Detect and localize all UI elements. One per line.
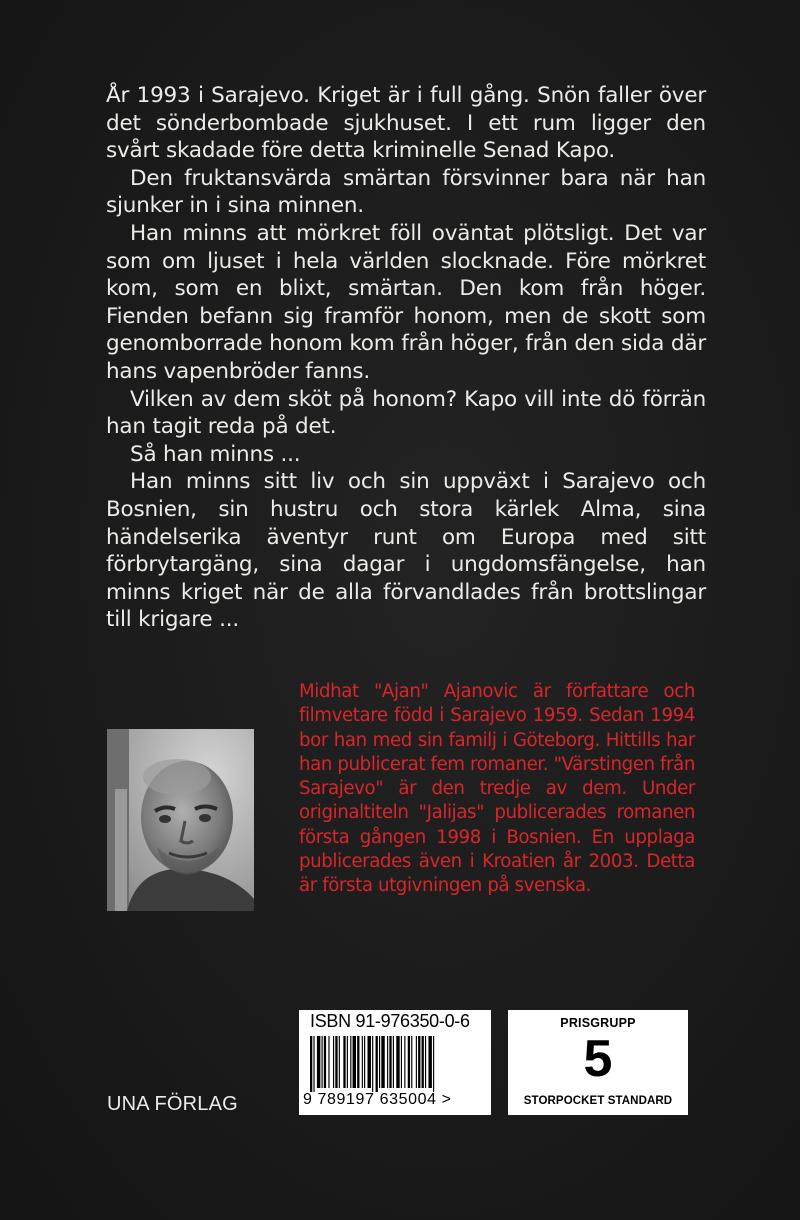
barcode-bar	[396, 1036, 399, 1088]
barcode-bar	[353, 1036, 356, 1088]
barcode-bar	[317, 1036, 320, 1088]
price-group-title: PRISGRUPP	[560, 1016, 636, 1030]
barcode-bar	[372, 1036, 373, 1092]
author-photo	[107, 729, 254, 911]
barcode-bar	[401, 1036, 402, 1088]
barcode-bar	[425, 1036, 426, 1088]
barcode-digits: 9 789197 635004 >	[303, 1091, 452, 1108]
barcode-bar	[393, 1036, 394, 1088]
publisher-name: UNA FÖRLAG	[107, 1093, 238, 1115]
barcode-bar	[322, 1036, 323, 1088]
barcode-bar	[422, 1036, 424, 1088]
barcode-bar	[411, 1036, 412, 1088]
barcode-bar	[313, 1036, 314, 1092]
barcode-bar	[333, 1036, 334, 1088]
barcode-bar	[339, 1036, 340, 1088]
barcode-bar	[310, 1036, 312, 1092]
blurb-paragraph: Den fruktansvärda smärtan försvinner bara när han sjunker in i sina minnen.	[106, 165, 706, 219]
isbn-label: ISBN 91-976350-0-6	[310, 1011, 470, 1031]
barcode-bar	[347, 1036, 348, 1088]
barcode-bar	[343, 1036, 345, 1088]
price-group-box	[508, 1010, 688, 1115]
blurb-paragraph: Vilken av dem sköt på honom? Kapo vill inte dö förrän han tagit reda på det.	[106, 386, 706, 440]
barcode-bar	[324, 1036, 326, 1088]
blurb-paragraph: Han minns att mörkret föll oväntat plötsligt. Det var som om ljuset i hela världen slocknade. Före mörkret kom, som en blixt, smärtan. Den kom från höger. Fienden befann sig framför honom, men de skott som genomborrade honom kom från höger, från den sida där hans vapenbröder fanns.	[106, 220, 706, 384]
barcode-bar	[328, 1036, 329, 1088]
barcode-bar	[433, 1036, 434, 1092]
barcode-bar	[376, 1036, 378, 1092]
author-bio: Midhat "Ajan" Ajanovic är författare och filmvetare född i Sarajevo 1959. Sedan 1994 bor han med sin familj i Göteborg. Hittills har han publicerat fem romaner. "Värstingen från Sarajevo" är den tredje av dem. Under originaltiteln "Jalijas" publicerades romanen första gången 1998 i Bosnien. En upplaga publicerades även i Kroatien år 2003. Detta är första utgivningen på svenska.	[299, 681, 695, 897]
price-group-subtitle: STORPOCKET STANDARD	[523, 1095, 673, 1107]
barcode-bar	[364, 1036, 365, 1088]
blurb-paragraph: Så han minns ...	[130, 441, 301, 467]
barcode-bar	[418, 1036, 420, 1088]
blurb-paragraph: År 1993 i Sarajevo. Kriget är i full gång. Snön faller över det sönderbombade sjukhuset. I ett rum ligger den svårt skadade före detta kriminelle Senad Kapo.	[106, 83, 706, 164]
barcode-bar	[381, 1036, 384, 1088]
blurb-paragraph: Han minns sitt liv och sin uppväxt i Sarajevo och Bosnien, sin hustru och stora kärlek Alma, sina händelserika äventyr runt om Europa med sitt förbrytargäng, sina dagar i ungdomsfängelse, han minns kriget när de alla förvandlades från brottslingar till krigare ...	[106, 469, 706, 633]
barcode-bar	[368, 1036, 371, 1088]
barcode-bar	[404, 1036, 405, 1088]
author-portrait-icon	[107, 729, 254, 911]
barcode-bar	[350, 1036, 351, 1088]
barcode-bar	[428, 1036, 431, 1088]
barcode-icon	[310, 1036, 482, 1092]
barcode-bar	[408, 1036, 410, 1088]
barcode-bar	[379, 1036, 380, 1088]
barcode-bar	[387, 1036, 388, 1088]
price-group-number: 5	[583, 1030, 613, 1088]
barcode-bar	[389, 1036, 391, 1088]
barcode-bar	[416, 1036, 417, 1088]
barcode-bar	[357, 1036, 359, 1088]
blurb-text	[106, 82, 706, 634]
barcode-box	[299, 1010, 491, 1115]
barcode-bar	[362, 1036, 363, 1088]
barcode-bar	[335, 1036, 337, 1088]
